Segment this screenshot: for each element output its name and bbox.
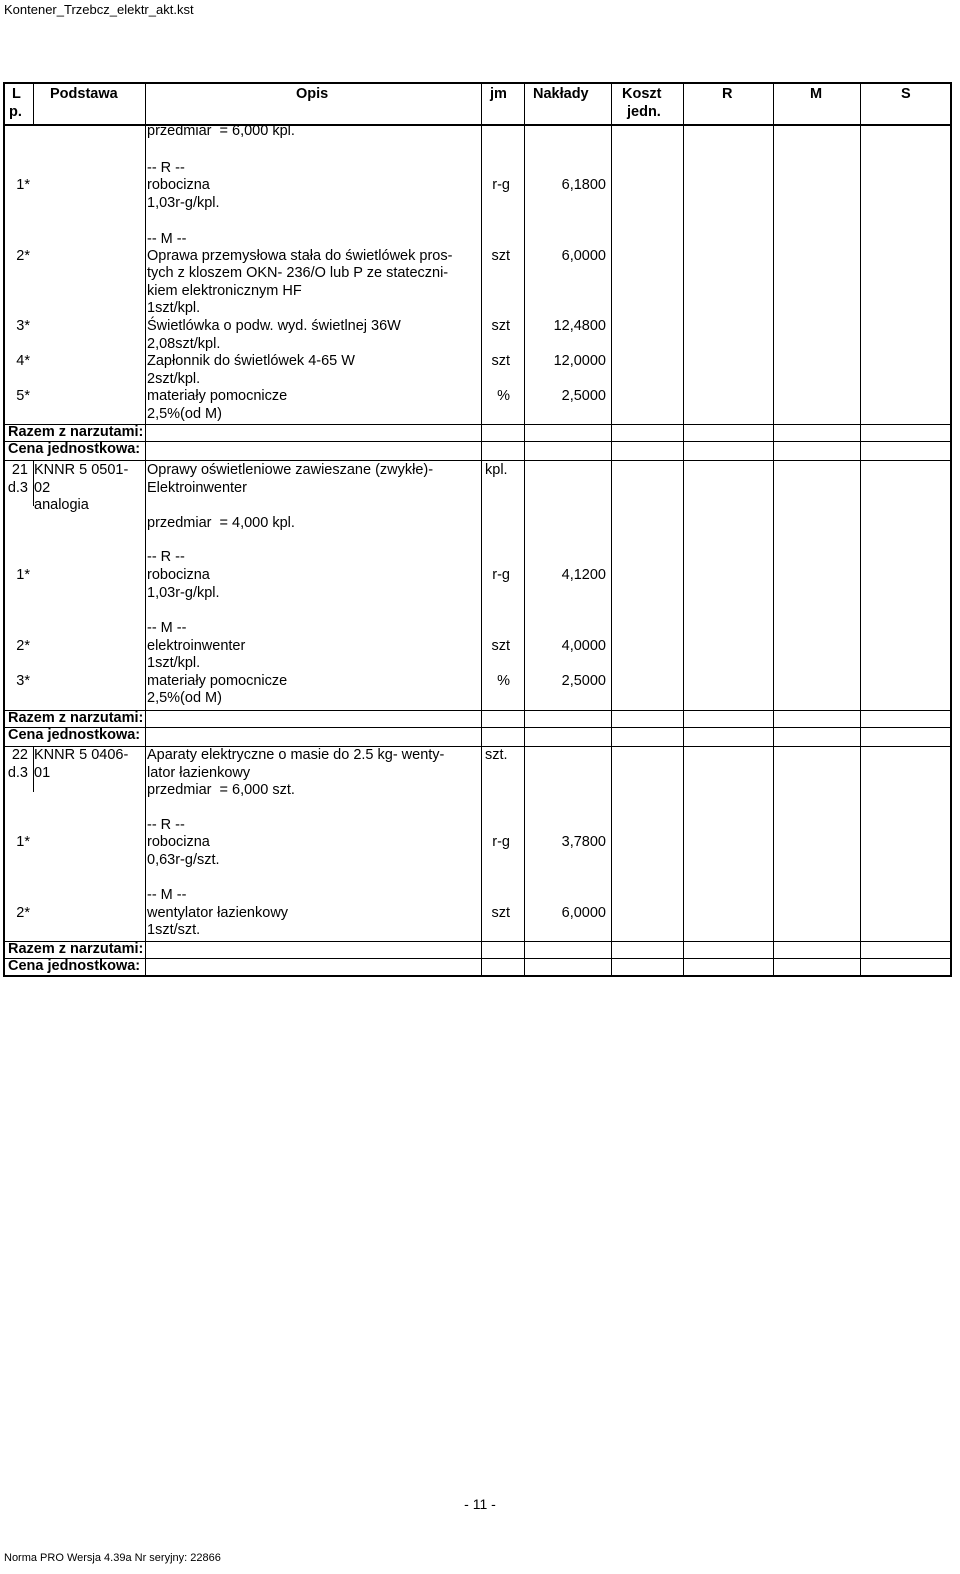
item-jm: szt: [491, 248, 510, 264]
item-norm: 0,63r-g/szt.: [147, 852, 220, 868]
position-lp: 22: [11, 747, 28, 763]
item-lp: 5*: [16, 388, 30, 404]
header-opis: Opis: [296, 86, 329, 102]
item-jm: szt: [491, 353, 510, 369]
header-r: R: [722, 86, 733, 102]
position-lp: 21: [11, 462, 28, 478]
item-lp: 2*: [16, 638, 30, 654]
header-lp: L: [12, 86, 21, 102]
item-name-cont: kiem elektronicznym HF: [147, 283, 302, 299]
razem-z-narzutami: Razem z narzutami:: [8, 710, 144, 726]
position-lp-suffix: d.3: [7, 765, 28, 781]
row-divider: [5, 727, 950, 728]
header-lp-2: p.: [9, 104, 22, 120]
item-naklady: 4,1200: [561, 567, 606, 583]
item-lp: 4*: [16, 353, 30, 369]
item-name: robocizna: [147, 567, 210, 583]
item-name: robocizna: [147, 177, 210, 193]
item-lp: 3*: [16, 318, 30, 334]
item-lp: 3*: [16, 673, 30, 689]
page-number: - 11 -: [464, 1496, 496, 1512]
column-divider: [145, 84, 146, 975]
przedmiar-text: przedmiar = 6,000 kpl.: [147, 123, 295, 139]
header-jm: jm: [490, 86, 507, 102]
item-jm: r-g: [492, 834, 510, 850]
position-description: Aparaty elektryczne o masie do 2.5 kg- wenty-: [147, 747, 445, 763]
item-jm: szt: [491, 318, 510, 334]
item-jm: %: [497, 388, 510, 404]
item-naklady: 6,1800: [561, 177, 606, 193]
row-divider: [5, 424, 950, 425]
position-description-cont: lator łazienkowy: [147, 765, 251, 781]
section-marker-r: -- R --: [147, 160, 185, 176]
section-marker-m: -- M --: [147, 231, 187, 247]
item-norm: 1szt/kpl.: [147, 655, 201, 671]
item-lp: 2*: [16, 248, 30, 264]
position-base-cont: 01: [34, 765, 51, 781]
section-marker-r: -- R --: [147, 549, 185, 565]
item-name: robocizna: [147, 834, 210, 850]
item-jm: szt: [491, 638, 510, 654]
item-norm: 1,03r-g/kpl.: [147, 585, 220, 601]
header-naklady: Nakłady: [533, 86, 589, 102]
column-divider: [860, 84, 861, 975]
column-divider: [611, 84, 612, 975]
item-name: materiały pomocnicze: [147, 673, 288, 689]
item-naklady: 3,7800: [561, 834, 606, 850]
item-jm: r-g: [492, 177, 510, 193]
header-koszt: Koszt: [622, 86, 662, 102]
item-naklady: 2,5000: [561, 388, 606, 404]
item-name: elektroinwenter: [147, 638, 246, 654]
item-naklady: 6,0000: [561, 905, 606, 921]
item-norm: 2,5%(od M): [147, 690, 222, 706]
row-divider: [5, 958, 950, 959]
item-lp: 1*: [16, 177, 30, 193]
item-jm: r-g: [492, 567, 510, 583]
item-naklady: 4,0000: [561, 638, 606, 654]
item-lp: 2*: [16, 905, 30, 921]
item-norm: 1szt/szt.: [147, 922, 201, 938]
item-naklady: 2,5000: [561, 673, 606, 689]
row-divider: [5, 941, 950, 942]
row-divider: [5, 441, 950, 442]
item-lp: 1*: [16, 567, 30, 583]
header-s: S: [901, 86, 911, 102]
position-base-note: analogia: [34, 497, 89, 513]
item-name-cont: tych z kloszem OKN- 236/O lub P ze stateczni-: [147, 265, 449, 281]
section-marker-r: -- R --: [147, 817, 185, 833]
item-lp: 1*: [16, 834, 30, 850]
row-divider: [5, 710, 950, 711]
column-divider: [33, 84, 34, 124]
cost-estimate-table: [3, 82, 952, 977]
item-naklady: 12,4800: [553, 318, 606, 334]
cena-jednostkowa: Cena jednostkowa:: [8, 727, 141, 743]
item-norm: 1,03r-g/kpl.: [147, 195, 220, 211]
item-name: materiały pomocnicze: [147, 388, 288, 404]
razem-z-narzutami: Razem z narzutami:: [8, 424, 144, 440]
row-divider: [5, 460, 950, 461]
razem-z-narzutami: Razem z narzutami:: [8, 941, 144, 957]
item-jm: szt: [491, 905, 510, 921]
position-base: KNNR 5 0406-: [34, 747, 129, 763]
position-description-cont: Elektroinwenter: [147, 480, 247, 496]
header-podstawa: Podstawa: [50, 86, 118, 102]
item-name: Oprawa przemysłowa stała do świetlówek pros-: [147, 248, 453, 264]
column-divider: [773, 84, 774, 975]
item-name: Zapłonnik do świetlówek 4-65 W: [147, 353, 355, 369]
header-m: M: [810, 86, 823, 102]
column-divider: [683, 84, 684, 975]
item-norm: 1szt/kpl.: [147, 300, 201, 316]
document-title: Kontener_Trzebcz_elektr_akt.kst: [4, 2, 194, 17]
item-name: Świetlówka o podw. wyd. świetlnej 36W: [147, 318, 401, 334]
item-name: wentylator łazienkowy: [147, 905, 289, 921]
position-jm: kpl.: [485, 462, 508, 478]
header-koszt-jedn: jedn.: [627, 104, 661, 120]
position-jm: szt.: [485, 747, 508, 763]
item-naklady: 6,0000: [561, 248, 606, 264]
position-lp-suffix: d.3: [7, 480, 28, 496]
section-marker-m: -- M --: [147, 620, 187, 636]
item-naklady: 12,0000: [553, 353, 606, 369]
position-description: Oprawy oświetleniowe zawieszane (zwykłe)-: [147, 462, 434, 478]
item-norm: 2,5%(od M): [147, 406, 222, 422]
section-marker-m: -- M --: [147, 887, 187, 903]
cena-jednostkowa: Cena jednostkowa:: [8, 958, 141, 974]
przedmiar-text: przedmiar = 4,000 kpl.: [147, 515, 295, 531]
position-base-cont: 02: [34, 480, 51, 496]
footer-note: Norma PRO Wersja 4.39a Nr seryjny: 22866: [4, 1552, 221, 1564]
item-norm: 2,08szt/kpl.: [147, 336, 221, 352]
position-base: KNNR 5 0501-: [34, 462, 129, 478]
cena-jednostkowa: Cena jednostkowa:: [8, 441, 141, 457]
przedmiar-text: przedmiar = 6,000 szt.: [147, 782, 295, 798]
item-norm: 2szt/kpl.: [147, 371, 201, 387]
item-jm: %: [497, 673, 510, 689]
